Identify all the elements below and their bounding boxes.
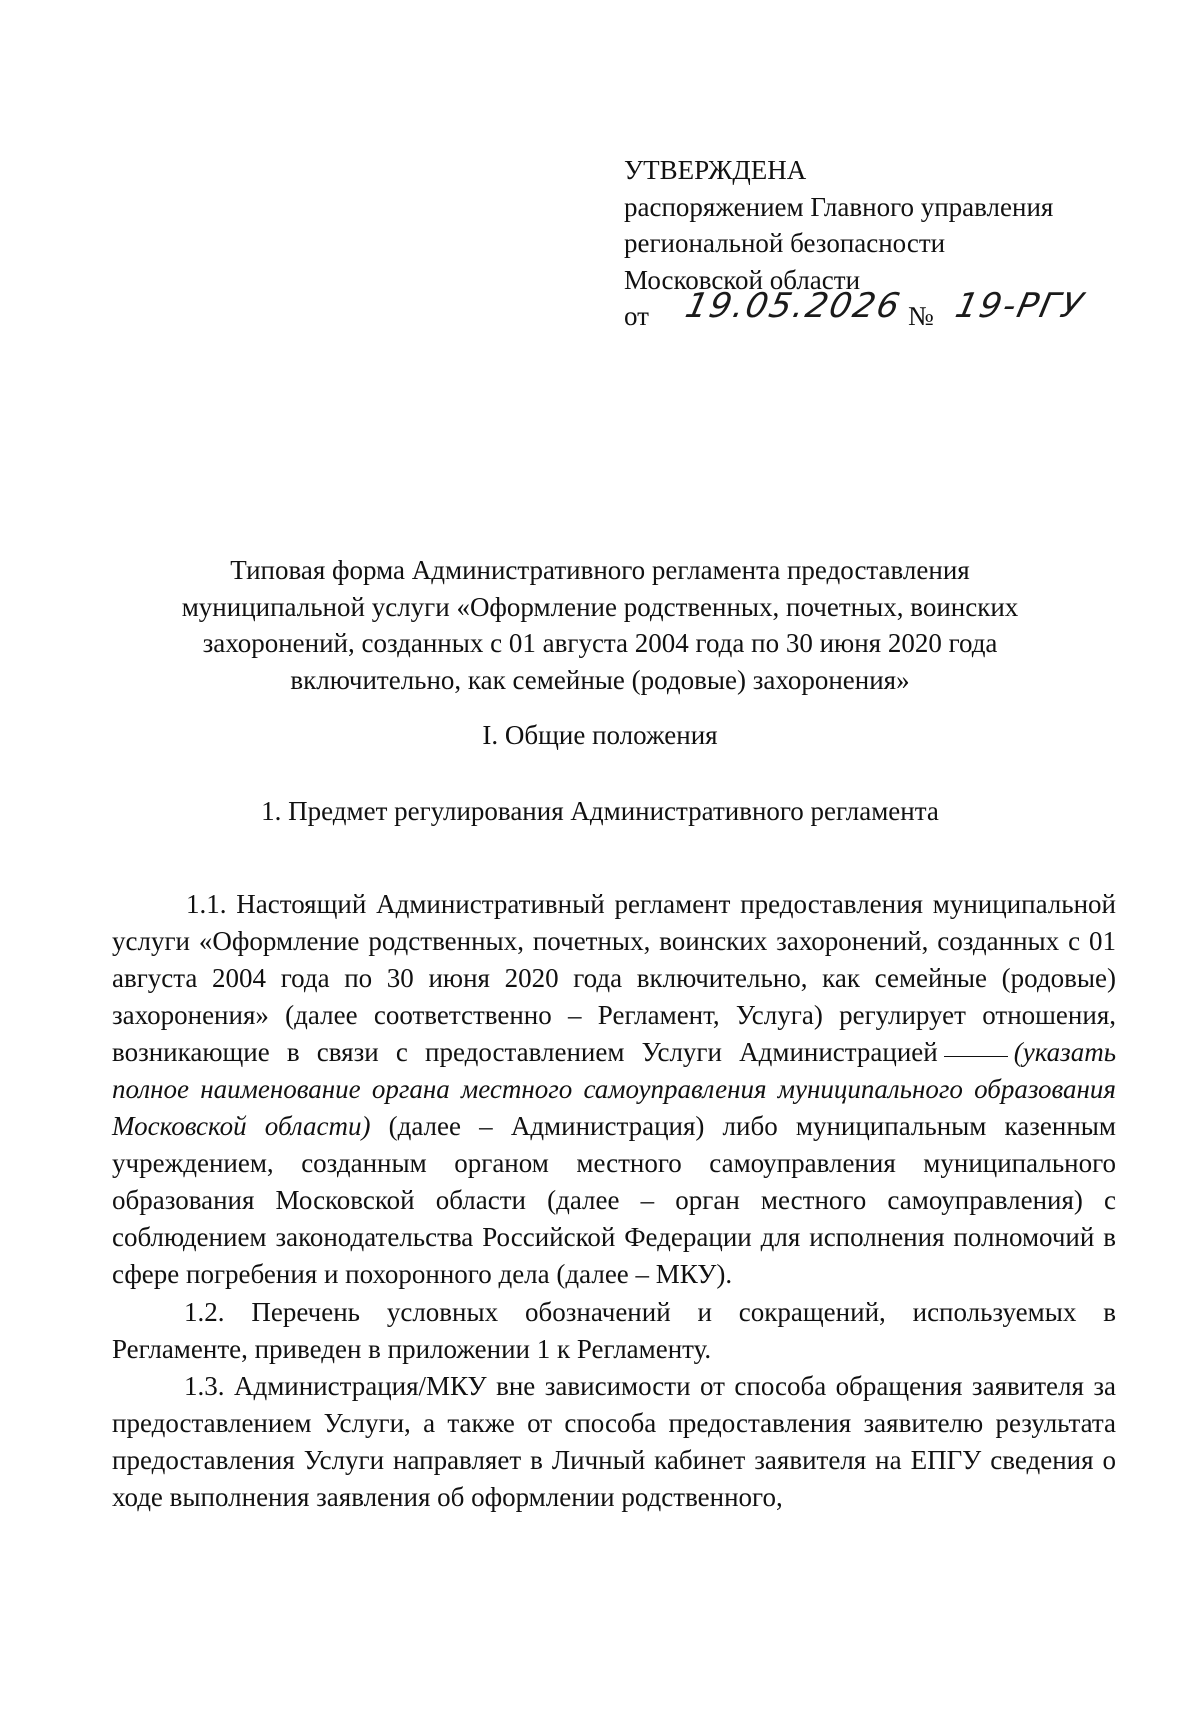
paragraph-1-3: 1.3. Администрация/МКУ вне зависимости от способа обращения заявителя за предоставлением Услуги, а также от способа предоставления заявителю результата предоставления Услуги направляет в Личный кабинет заявителя на ЕПГУ сведения о ходе выполнения заявления об оформлении родственного,	[112, 1371, 1116, 1512]
paragraph-1-1-italic-note: (указать полное наименование органа местного самоуправления муниципального образования Московской области)	[112, 1037, 1116, 1141]
number-label: №	[908, 301, 934, 331]
title-line-2: муниципальной услуги «Оформление родственных, почетных, воинских	[181, 591, 1019, 622]
paragraph-1-1	[112, 886, 1116, 1293]
approval-stamp	[624, 152, 1089, 338]
subsection-heading: 1. Предмет регулирования Административного регламента	[261, 796, 939, 826]
approval-line-3: Московской области	[624, 264, 861, 295]
title-line-4: включительно, как семейные (родовые) захоронения»	[290, 664, 910, 695]
handwritten-date: 19.05.2026	[681, 286, 905, 326]
paragraph-1-1-text-b: (далее – Администрация) либо муниципальным казенным учреждением, созданным органом местного самоуправления муниципального образования Московской области (далее – орган местного самоуправления) с соблюдением законодательства Российской Федерации для исполнения полномочий в сфере погребения и похоронного дела (далее – МКУ).	[112, 1111, 1117, 1289]
paragraph-1-2: 1.2. Перечень условных обозначений и сокращений, используемых в Регламенте, приведен в приложении 1 к Регламенту.	[112, 1297, 1116, 1364]
handwritten-number: 19-РГУ	[951, 286, 1089, 326]
approval-date-number-line	[624, 286, 1089, 338]
approval-line-2: региональной безопасности	[624, 228, 946, 258]
approval-line-1: распоряжением Главного управления	[624, 191, 1054, 222]
approval-heading: УТВЕРЖДЕНА	[624, 155, 807, 185]
from-label: от	[624, 301, 649, 331]
title-line-3: захоронений, созданных с 01 августа 2004 года по 30 июня 2020 года	[202, 628, 998, 658]
title-line-1: Типовая форма Административного регламента предоставления	[230, 555, 970, 585]
document-body	[112, 886, 1116, 1516]
document-title	[140, 552, 1060, 698]
paragraph-1-1-text-a: 1.1. Настоящий Административный регламент предоставления муниципальной услуги «Оформление родственных, почетных, воинских захоронений, созданных с 01 августа 2004 года по 30 июня 2020 года включительно, как семейные (родовые) захоронения» (далее соответственно – Регламент, Услуга) регулирует отношения, возникающие в связи с предоставлением Услуги Администрацией	[112, 889, 1116, 1067]
blank-field	[944, 1056, 1008, 1057]
section-heading: I. Общие положения	[482, 720, 718, 750]
